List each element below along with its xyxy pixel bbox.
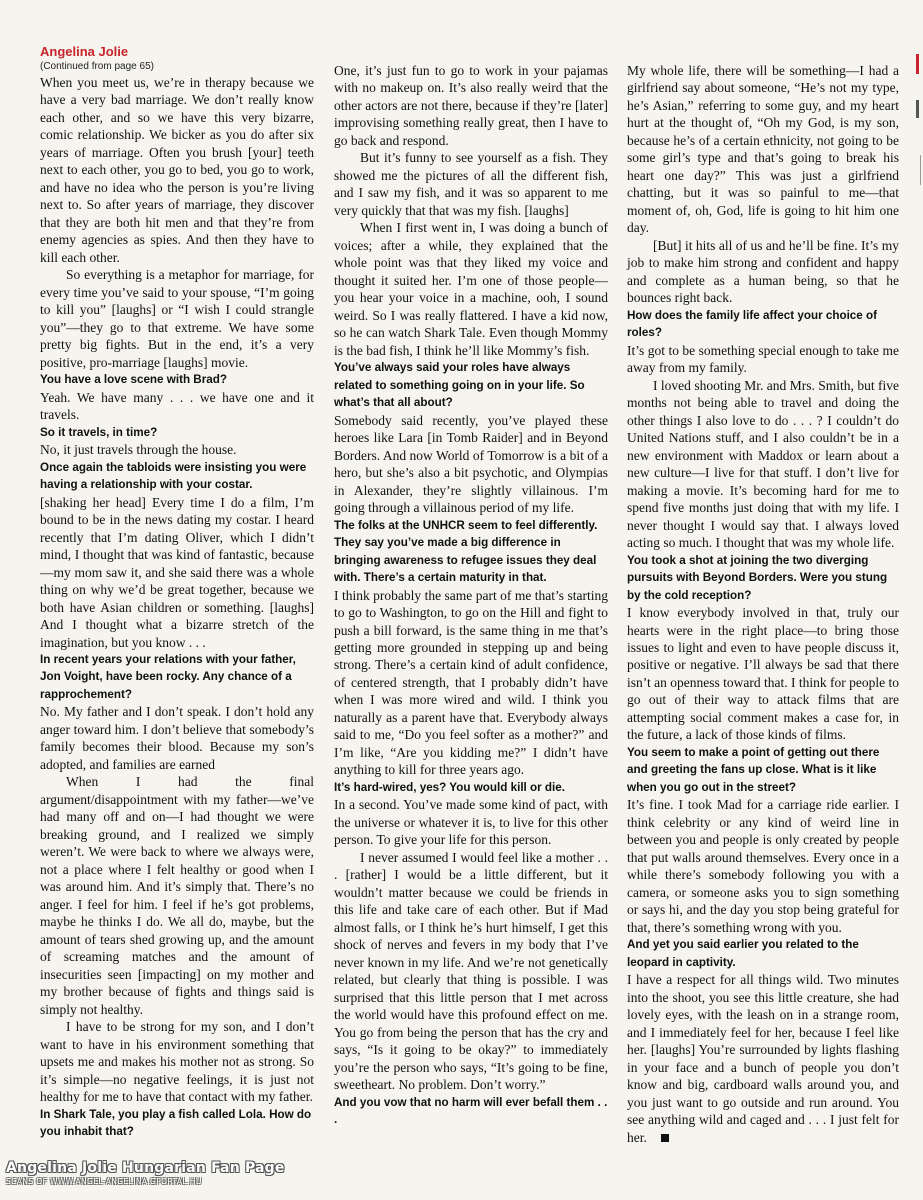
final-paragraph-text: I have a respect for all things wild. Two minutes into the shoot, you see this little creature, she had lovely eyes, with the leash on in a strange room, and I immediately feel for her, because I feel like her. [laughs] You’re surrounded by lights flashing in your face and a bunch of people you don’t know and big, cardboard walls around you, and you just want to go outside and run around. You see anything wild and caged and . . . I just felt for her. (627, 972, 899, 1145)
answer-paragraph: But it’s funny to see yourself as a fish. They showed me the pictures of all the different fish, and I saw my fish, and it was so apparent to me very quickly that that was my fish. [laughs] (334, 150, 608, 218)
answer-paragraph: I loved shooting Mr. and Mrs. Smith, but five months not being able to travel and doing the other things I also love to do . . . ? I couldn’t do United Nations stuff, and I also couldn’t be in a new environment with Maddox or learn about a new culture—I live for that stuff. I don’t live for making a movie. It’s becoming hard for me to spend five months just doing that with my life. I never thought I would say that. I always loved acting so much. I thought that was my whole life. (627, 377, 899, 551)
answer-paragraph: Yeah. We have many . . . we have one and it travels. (40, 389, 314, 423)
answer-paragraph: My whole life, there will be something—I had a girlfriend say about someone, “He’s not my type, he’s Asian,” referring to some guy, and my heart hurt at the thought of, “Oh my God, is my son, because he’s of a certain ethnicity, not going to be some girl’s type and that’s going to break his heart one day?” This was just a girlfriend chatting, but it was so painful to me—that moment of, oh, God, life is going to hit him one day. (627, 63, 899, 236)
answer-paragraph: I have to be strong for my son, and I don’t want to have in his environment something that upsets me and makes his mother not as strong. So it’s simple—no negative feelings, it is just not healthy for me to have that contact with my father. (40, 1019, 314, 1105)
answer-paragraph: It’s fine. I took Mad for a carriage ride earlier. I think celebrity or any kind of weird line in between you and people is only created by people that put walls around themselves. Every once in a while there’s somebody following you with a camera, or someone asks you to sign something or says hi, and the day you stop being grateful for that, there’s something wrong with you. (627, 797, 899, 935)
question: The folks at the UNHCR seem to feel differently. They say you’ve made a big difference in bringing awareness to refugee issues they deal with. There’s a certain maturity in that. (334, 518, 598, 585)
answer-paragraph: So everything is a metaphor for marriage, for every time you’ve said to your spouse, “I’m going to kill you” [laughs] or “I wish I could strangle you”—they go to that extreme. We have some pretty big fights. But in the end, it’s a very positive, pro-marriage [laughs] movie. (40, 267, 314, 370)
answer-paragraph: No, it just travels through the house. (40, 442, 237, 458)
scan-watermark (6, 1160, 285, 1186)
question: So it travels, in time? (40, 425, 158, 439)
page-edge-mark (916, 54, 919, 74)
answer-paragraph: Somebody said recently, you’ve played these heroes like Lara [in Tomb Raider] and in Beyond Borders. And now World of Tomorrow is a bit of a hero, but she’s also a bit psychotic, and Olympias in Alexander, they’re slightly villainous. I’m going through a villainous period of my life. (334, 412, 608, 516)
question: How does the family life affect your choice of roles? (627, 308, 878, 340)
question: In recent years your relations with your father, Jon Voight, have been rocky. Any chance of a rapprochement? (40, 652, 296, 701)
final-paragraph (627, 971, 899, 1146)
question: And you vow that no harm will ever befall them . . . (334, 1095, 608, 1127)
page-edge-mark (916, 100, 919, 118)
watermark-site: Angelina Jolie Hungarian Fan Page (6, 1160, 285, 1176)
question: And yet you said earlier you related to the leopard in captivity. (627, 938, 859, 969)
answer-paragraph: When I had the final argument/disappointment with my father—we’ve had many off and on—I had thought we were breaking ground, and I realized we simply weren’t. We were back to where we always were, not a place where I felt healthy or good when I was around him. And it’s simply that. There’s no anger. I feel for him. I feel if he’s got problems, maybe he thinks I do. We all do, maybe, but the amount of tears shed growing up, and the amount of screaming matches and the amount of insecurities seen [impacting] on my mother and my brother because of fights and things said is simply not healthy. (40, 774, 314, 1017)
answer-paragraph: One, it’s just fun to go to work in your pajamas with no makeup on. It’s also really weird that the other actors are not there, because if they’re [later] improvising something really great, then I have to go back and respond. (334, 63, 608, 148)
answer-paragraph: I know everybody involved in that, truly our hearts were in the right place—to bring those issues to light and even to have people discuss it, positive or negative. I’ll always be sad that there isn’t an openness toward that. I think for people to go out of their way to attack films that are attempting social comment makes a case for, in the future, a lack of those kinds of films. (627, 605, 899, 743)
question: You have a love scene with Brad? (40, 373, 227, 387)
watermark-scans: SCANS OF WWW.ANGEL-ANGELINA.GPORTAL.HU (6, 1177, 202, 1186)
column-3 (627, 0, 899, 1146)
question: It’s hard-wired, yes? You would kill or die. (334, 780, 566, 794)
question: You’ve always said your roles have always related to something going on in your life. So what’s that all about? (334, 361, 585, 410)
article-title: Angelina Jolie (40, 44, 129, 59)
answer-paragraph: I never assumed I would feel like a mother . . . [rather] I would be a little different, but it wouldn’t matter because we could be friends in this life and take care of each other. But if Mad almost falls, or I think he’s hurt himself, I get this shock of nerves and fevers in my body that I’ve never known in my life. And we’re not genetically related, but clearly that thing is possible. I was surprised that this little person that I met across the world would have this profound effect on me. You go from being the person that has the cry and says, “Is it going to be okay?” to immediately you’re the person who says, “It’s going to be fine, sweetheart. No problem. Don’t worry.” (334, 849, 608, 1093)
answer-paragraph: I think probably the same part of me that’s starting to go to Washington, to go on the Hill and fight to push a bill forward, is the same thing in me that’s getting more grounded in stepping up and being strong. There’s a certain kind of adult confidence, of centered strength, that I probably didn’t have when I was more wired and wild. I think you naturally as a parent have that. Everybody always said to me, “Do you feel softer as a mother?” and I’m like, “Are you kidding me?” I didn’t have anything to kill for three years ago. (334, 587, 608, 778)
answer-paragraph: When I first went in, I was doing a bunch of voices; after a while, they explained that the whole point was that they liked my voice and thought it suited her. I’m one of those people—you hear your voice in a machine, ooh, I sound weird. So I was really flattered. I have a kid now, so he can watch Shark Tale. Even though Mommy is the bad fish, I think he’ll like Mommy’s fish. (334, 220, 608, 358)
question: You seem to make a point of getting out there and greeting the fans up close. What is it like when you go out in the street? (627, 745, 880, 794)
answer-paragraph: When you meet us, we’re in therapy because we have a very bad marriage. We don’t really know each other, and so we have this very bizarre, comic relationship. We bicker as you do after six years of marriage. Often you brush [your] teeth next to each other, you go to bed, you go to work, and have no idea who the person is you’re living next to. So after years of marriage, they discover that they are both hit men and that they’re from enemy agencies as spies. And then they have to kill each other. (40, 75, 314, 265)
question: In Shark Tale, you play a fish called Lola. How do you inhabit that? (40, 1107, 312, 1139)
end-mark-icon (661, 1134, 669, 1142)
question: You took a shot at joining the two diverging pursuits with Beyond Borders. Were you stung by the cold reception? (627, 553, 888, 602)
answer-paragraph: [shaking her head] Every time I do a film, I’m bound to be in the news dating my costar. I heard recently that I’m dating Oliver, which I didn’t mind, I thought that was kind of fantastic, because—my mom saw it, and she said there was a whole thing on why we’d be great together, because we both have Asian children or something. [laughs] And I thought what a bizarre stretch of the imagination, but you know . . . (40, 494, 314, 650)
column-2 (334, 0, 608, 1129)
column-1 (40, 0, 314, 1141)
answer-paragraph: [But] it hits all of us and he’ll be fine. It’s my job to make him strong and confident and happy and complete as a human being, so that he bounces right back. (627, 237, 899, 306)
answer-paragraph: In a second. You’ve made some kind of pact, with the universe or whatever it is, to live for this other person. To give your life for this person. (334, 797, 608, 848)
question: Once again the tabloids were insisting you were having a relationship with your costar. (40, 460, 307, 492)
answer-paragraph: It’s got to be something special enough to take me away from my family. (627, 342, 899, 376)
scan-artifact-line (920, 155, 921, 185)
continued-note: (Continued from page 65) (40, 61, 154, 72)
answer-paragraph: No. My father and I don’t speak. I don’t hold any anger toward him. I don’t believe that somebody’s family becomes their blood. Because my son’s adopted, and families are earned (40, 704, 314, 772)
